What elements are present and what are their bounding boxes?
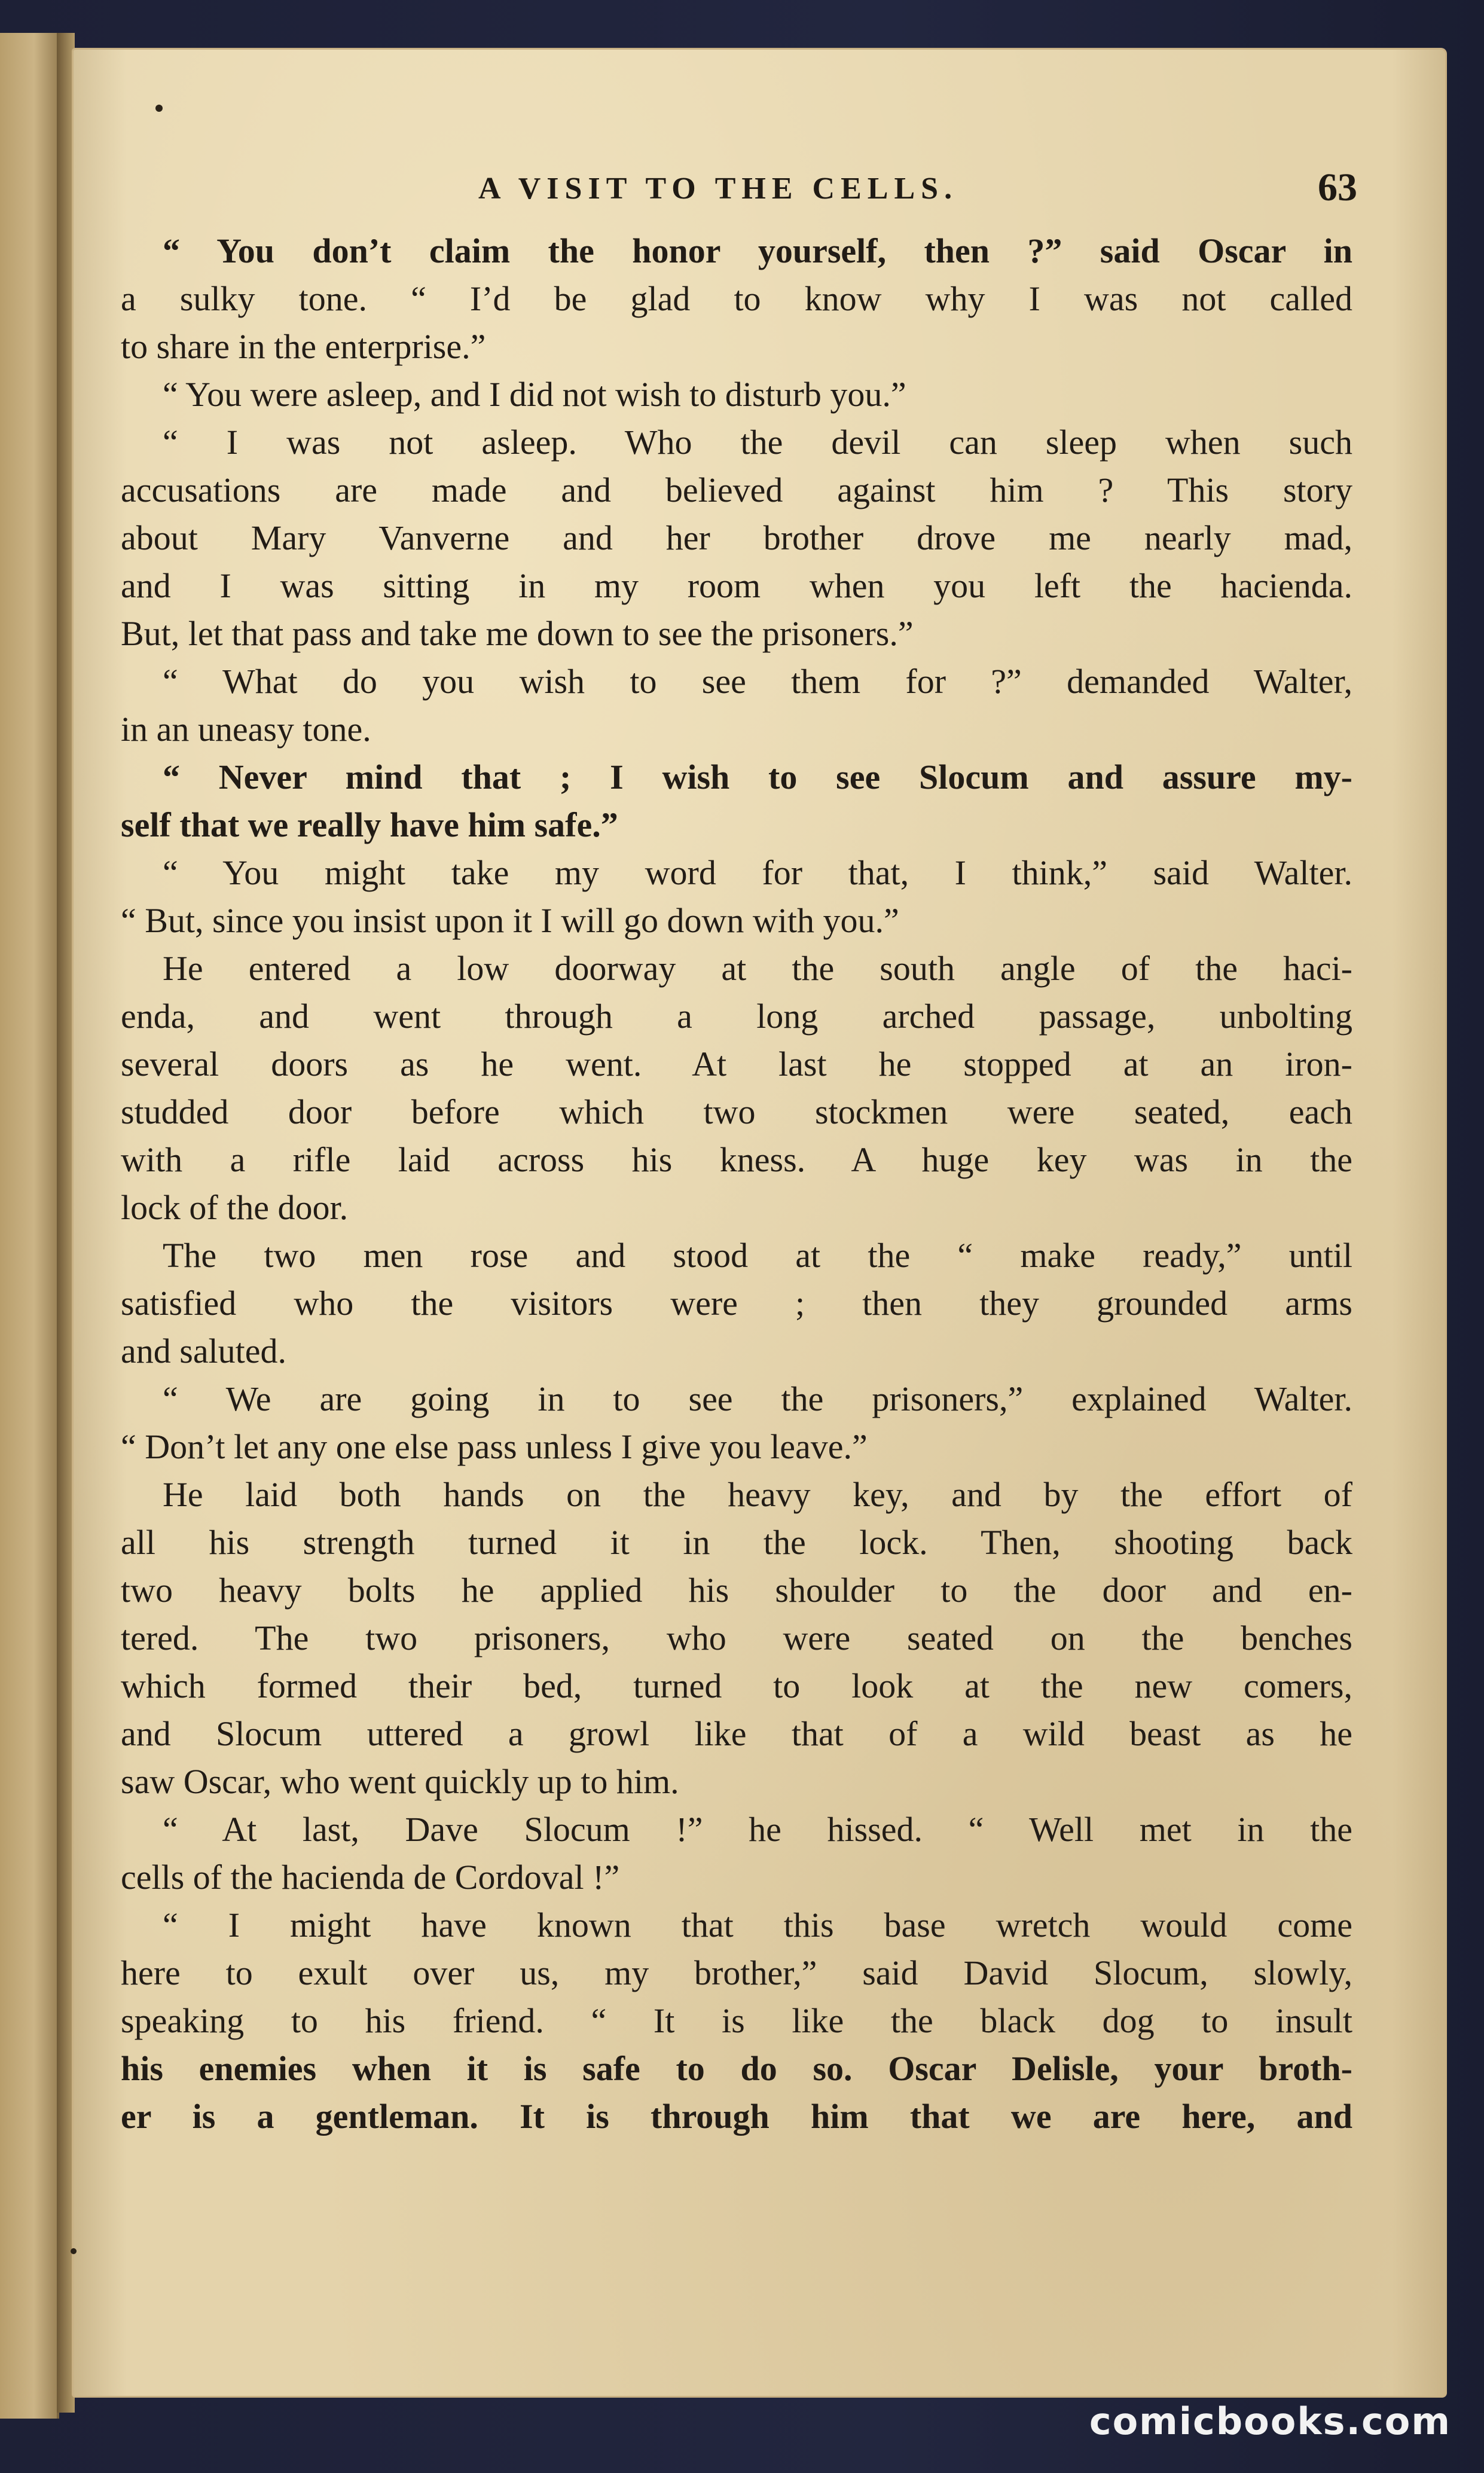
text-line: “ You don’t claim the honor yourself, then ?” said Oscar in bbox=[163, 231, 1352, 270]
text-line: “ Don’t let any one else pass unless I give you leave.” bbox=[121, 1427, 868, 1466]
book-page bbox=[72, 48, 1447, 2398]
text-line: lock of the door. bbox=[121, 1188, 349, 1227]
text-line: and saluted. bbox=[121, 1332, 287, 1370]
text-line: satisfied who the visitors were ; then they grounded arms bbox=[121, 1284, 1352, 1323]
text-line: his enemies when it is safe to do so. Oscar Delisle, your broth- bbox=[121, 2049, 1352, 2088]
text-line: The two men rose and stood at the “ make ready,” until bbox=[163, 1236, 1352, 1275]
text-line: He laid both hands on the heavy key, and by the effort of bbox=[163, 1475, 1352, 1514]
text-line: two heavy bolts he applied his shoulder to the door and en- bbox=[121, 1571, 1352, 1610]
body-text bbox=[121, 227, 1352, 2141]
text-line: “ I might have known that this base wretch would come bbox=[163, 1906, 1352, 1944]
text-line: “ At last, Dave Slocum !” he hissed. “ Well met in the bbox=[163, 1810, 1352, 1849]
text-line: about Mary Vanverne and her brother drove me nearly mad, bbox=[121, 518, 1352, 557]
watermark: comicbooks.com bbox=[1089, 2399, 1451, 2443]
text-line: studded door before which two stockmen were seated, each bbox=[121, 1092, 1352, 1131]
text-line: “ What do you wish to see them for ?” demanded Walter, bbox=[163, 662, 1352, 701]
ink-speck bbox=[155, 105, 163, 112]
text-line: in an uneasy tone. bbox=[121, 710, 371, 749]
text-line: self that we really have him safe.” bbox=[121, 805, 618, 844]
text-line: “ You might take my word for that, I think,” said Walter. bbox=[163, 853, 1352, 892]
text-line: all his strength turned it in the lock. Then, shooting back bbox=[121, 1523, 1352, 1562]
text-line: a sulky tone. “ I’d be glad to know why I was not called bbox=[121, 279, 1352, 318]
text-line: “ I was not asleep. Who the devil can sleep when such bbox=[163, 423, 1352, 462]
text-line: er is a gentleman. It is through him that we are here, and bbox=[121, 2097, 1352, 2136]
text-line: which formed their bed, turned to look at the new comers, bbox=[121, 1666, 1352, 1705]
facing-page-edge bbox=[0, 33, 59, 2419]
ink-speck bbox=[71, 2248, 77, 2254]
running-title: A VISIT TO THE CELLS. bbox=[478, 172, 958, 206]
text-line: and I was sitting in my room when you left the hacienda. bbox=[121, 566, 1352, 605]
text-line: But, let that pass and take me down to see the prisoners.” bbox=[121, 614, 914, 653]
text-line: “ But, since you insist upon it I will go down with you.” bbox=[121, 901, 899, 940]
text-line: “ Never mind that ; I wish to see Slocum and assure my- bbox=[163, 758, 1352, 796]
page-number: 63 bbox=[1318, 166, 1357, 209]
text-line: several doors as he went. At last he stopped at an iron- bbox=[121, 1045, 1352, 1083]
text-line: to share in the enterprise.” bbox=[121, 327, 486, 366]
running-head bbox=[72, 165, 1447, 219]
text-line: accusations are made and believed against him ? This story bbox=[121, 471, 1352, 509]
text-line: saw Oscar, who went quickly up to him. bbox=[121, 1762, 679, 1801]
text-line: “ You were asleep, and I did not wish to disturb you.” bbox=[163, 375, 906, 414]
text-line: tered. The two prisoners, who were seated on the benches bbox=[121, 1619, 1352, 1657]
text-line: speaking to his friend. “ It is like the black dog to insult bbox=[121, 2001, 1352, 2040]
text-line: enda, and went through a long arched passage, unbolting bbox=[121, 997, 1352, 1036]
text-line: with a rifle laid across his kness. A huge key was in the bbox=[121, 1140, 1352, 1179]
text-line: He entered a low doorway at the south angle of the haci- bbox=[163, 949, 1352, 988]
text-line: “ We are going in to see the prisoners,” explained Walter. bbox=[163, 1379, 1352, 1418]
text-line: here to exult over us, my brother,” said David Slocum, slowly, bbox=[121, 1953, 1352, 1992]
text-line: cells of the hacienda de Cordoval !” bbox=[121, 1858, 620, 1897]
text-line: and Slocum uttered a growl like that of a wild beast as he bbox=[121, 1714, 1352, 1753]
